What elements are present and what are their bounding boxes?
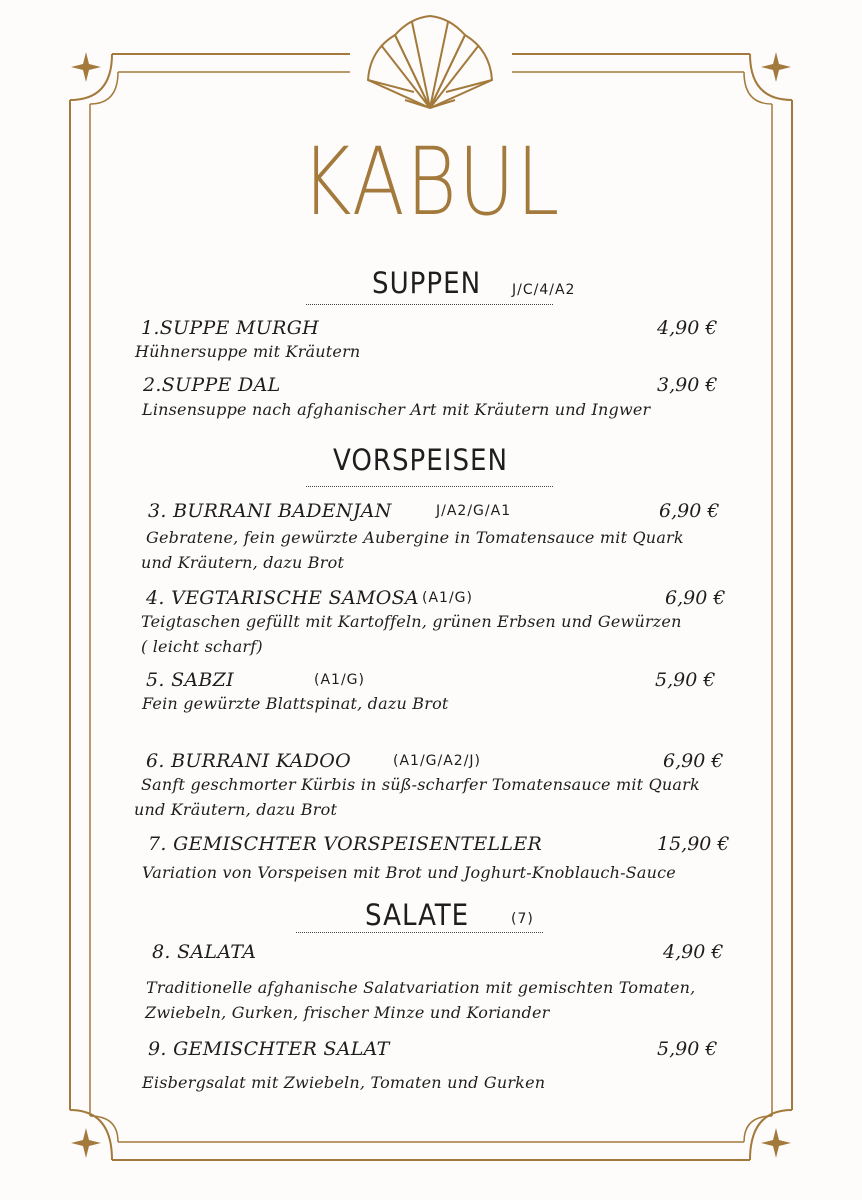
menu-item-name: 3. BURRANI BADENJAN	[148, 500, 392, 522]
menu-item-description: Hühnersuppe mit Kräutern	[135, 342, 361, 361]
menu-item-description: Zwiebeln, Gurken, frischer Minze und Koriander	[145, 1003, 550, 1022]
section-allergens-suppen: J/C/4/A2	[512, 282, 576, 298]
menu-item-allergens: (A1/G/A2/J)	[393, 753, 482, 769]
menu-item-allergens: J/A2/G/A1	[436, 503, 512, 519]
menu-item-name: 5. SABZI	[146, 669, 234, 691]
menu-item-name: 2.SUPPE DAL	[143, 374, 281, 396]
restaurant-title: KABUL	[301, 128, 561, 237]
menu-item-description: und Kräutern, dazu Brot	[134, 800, 338, 819]
menu-item-description: ( leicht scharf)	[141, 637, 263, 656]
section-divider	[306, 486, 553, 487]
menu-item-description: und Kräutern, dazu Brot	[141, 553, 345, 572]
menu-item-price: 3,90 €	[657, 374, 718, 396]
menu-item-allergens: (A1/G)	[314, 672, 365, 688]
menu-item-name: 1.SUPPE MURGH	[141, 317, 320, 339]
menu-item-description: Variation von Vorspeisen mit Brot und Joghurt-Knoblauch-Sauce	[142, 863, 676, 882]
menu-item-name: 8. SALATA	[152, 941, 257, 963]
menu-item-description: Fein gewürzte Blattspinat, dazu Brot	[142, 694, 449, 713]
fan-ornament	[368, 16, 492, 108]
menu-item-name: 9. GEMISCHTER SALAT	[148, 1038, 390, 1060]
section-divider	[306, 304, 553, 305]
section-allergens-salate: (7)	[511, 911, 534, 927]
menu-item-allergens: (A1/G)	[422, 590, 473, 606]
menu-item-price: 4,90 €	[657, 317, 718, 339]
section-title-salate: SALATE	[365, 898, 470, 932]
menu-item-description: Eisbergsalat mit Zwiebeln, Tomaten und Gurken	[142, 1073, 546, 1092]
menu-item-price: 6,90 €	[659, 500, 720, 522]
menu-item-description: Teigtaschen gefüllt mit Kartoffeln, grünen Erbsen und Gewürzen	[141, 612, 682, 631]
menu-item-price: 4,90 €	[663, 941, 724, 963]
menu-item-name: 7. GEMISCHTER VORSPEISENTELLER	[148, 833, 543, 855]
menu-item-description: Traditionelle afghanische Salatvariation mit gemischten Tomaten,	[146, 978, 696, 997]
section-divider	[296, 932, 543, 933]
menu-item-price: 5,90 €	[657, 1038, 718, 1060]
menu-item-price: 5,90 €	[655, 669, 716, 691]
menu-item-description: Gebratene, fein gewürzte Aubergine in Tomatensauce mit Quark	[146, 528, 684, 547]
menu-item-price: 6,90 €	[663, 750, 724, 772]
menu-item-name: 6. BURRANI KADOO	[146, 750, 351, 772]
menu-item-description: Linsensuppe nach afghanischer Art mit Kräutern und Ingwer	[142, 400, 651, 419]
section-title-suppen: SUPPEN	[372, 266, 482, 300]
menu-item-name: 4. VEGTARISCHE SAMOSA	[146, 587, 419, 609]
section-title-vorspeisen: VORSPEISEN	[333, 443, 509, 477]
menu-item-price: 6,90 €	[665, 587, 726, 609]
menu-item-description: Sanft geschmorter Kürbis in süß-scharfer Tomatensauce mit Quark	[141, 775, 700, 794]
menu-item-price: 15,90 €	[657, 833, 730, 855]
